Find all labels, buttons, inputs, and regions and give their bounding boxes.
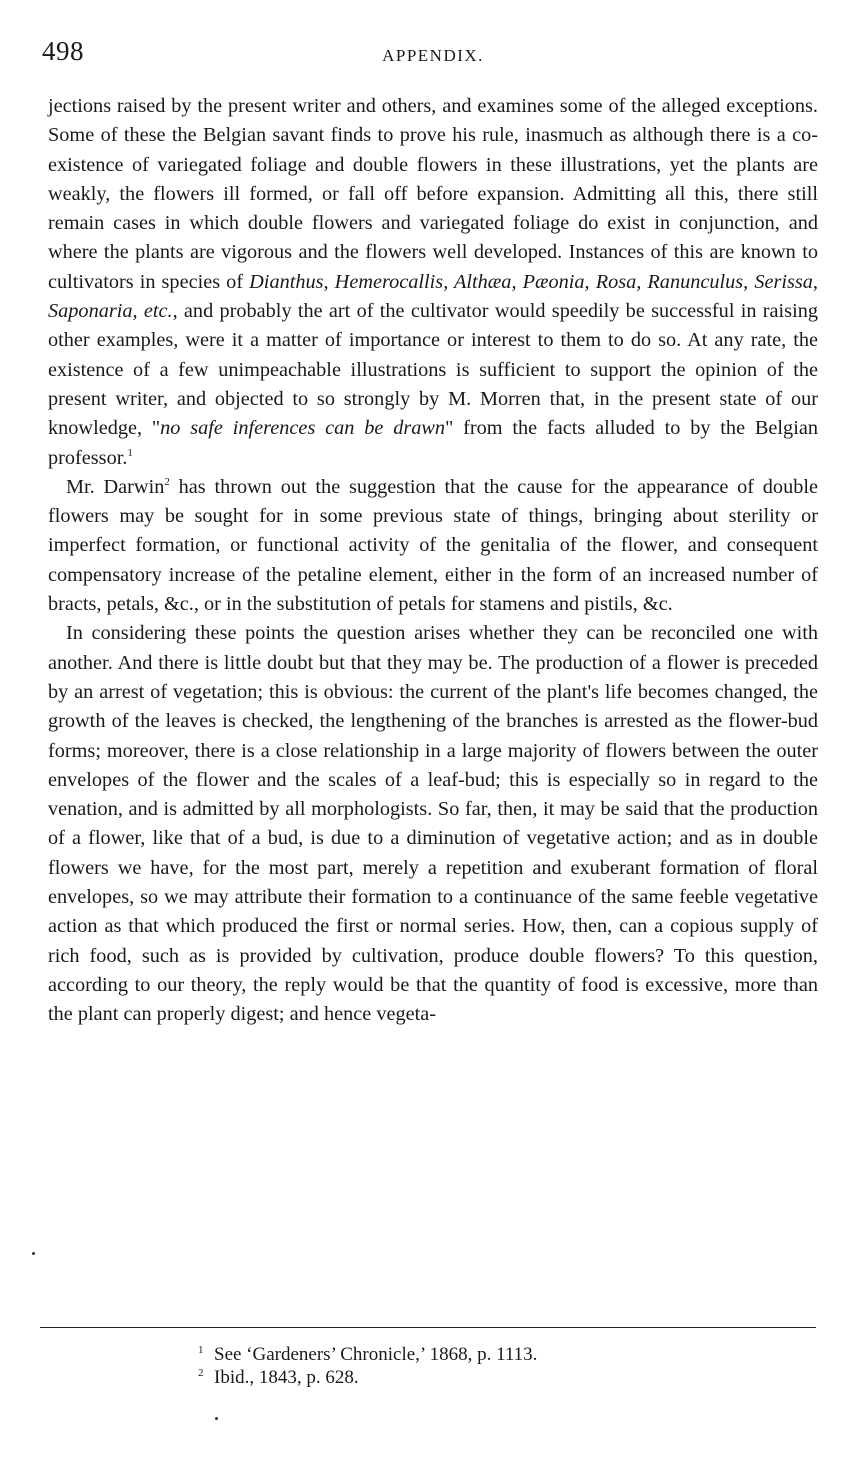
paragraph-1-text-b: , and probably the art of the cultivator would speedily be successful in raising other examples, were it a matter of importance or interest to them to do so. At any rate, the existence of a few unimpeachable illustrations is sufficient to support the opinion of the present writer, and objected to so strongly by M. Morren that, in the present state of our knowledge, "	[48, 300, 818, 440]
paragraph-2-text-b: has thrown out the suggestion that the cause for the appearance of double flowers may be sought for in some previous state of things, bringing about sterility or imperfect formation, or functional activity of the genitalia of the flower, and consequent compensatory increase of the petaline element, either in the form of an increased number of bracts, petals, &c., or in the substitution of petals for stamens and pistils, &c.	[48, 475, 818, 616]
paragraph-3-text: In considering these points the question arises whether they can be reconciled one with another. And there is little doubt but that they may be. The production of a flower is preceded by an arrest of vegetation; this is obvious: the current of the plant's life becomes changed, the growth of the leaves is checked, the lengthening of the branches is arrested as the flower-bud forms; moreover, there is a close relationship in a large majority of flowers between the outer envelopes of the flower and the scales of a leaf-bud; this is especially so in regard to the venation, and is admitted by all morphologists. So far, then, it may be said that the production of a flower, like that of a bud, is due to a diminution of vegetative action; and as in double flowers we have, for the most part, merely a repetition and exuberant formation of floral envelopes, so we may attribute their formation to a continuance of the same feeble vegetative action as that which produced the first or normal series. How, then, can a copious supply of rich food, such as is provided by cultivation, produce double flowers? To this question, according to our theory, the reply would be that the quantity of food is excessive, more than the plant can properly digest; and hence vegeta-	[48, 622, 818, 1026]
paragraph-1-text-a: jections raised by the present writer and others, and examines some of the alleged exceptions. Some of these the Belgian savant finds to prove his rule, inasmuch as although there is a co-existence of variegated foliage and double flowers in these illustrations, yet the plants are weakly, the flowers ill formed, or fall off before expansion. Admitting all this, there still remain cases in which double flowers and variegated foliage do exist in conjunction, and where the plants are vigorous and the flowers well developed. Instances of this are known to cultivators in species of	[48, 95, 818, 293]
footnote-ref-2: 2	[164, 475, 170, 488]
quoted-phrase: no safe inferences can be drawn	[160, 417, 446, 440]
print-speck	[32, 1252, 35, 1255]
footnote-1: 1 See ‘Gardeners’ Chronicle,’ 1868, p. 1113.	[198, 1344, 538, 1365]
footnote-text-2: Ibid., 1843, p. 628.	[214, 1367, 359, 1388]
running-head	[42, 30, 818, 70]
book-page	[42, 30, 818, 1388]
paragraph-2	[48, 473, 818, 619]
paragraph-3	[48, 619, 818, 1029]
running-title: APPENDIX.	[382, 46, 484, 65]
footnote-ref-1: 1	[127, 446, 133, 459]
print-speck	[215, 1417, 218, 1420]
footnote-text-1: See ‘Gardeners’ Chronicle,’ 1868, p. 1113.	[214, 1344, 538, 1365]
paragraph-1	[48, 92, 818, 473]
footnotes	[198, 1343, 537, 1389]
genus-list: Dianthus, Hemerocallis, Althæa, Pæonia, Rosa, Ranunculus, Serissa, Saponaria, etc.	[48, 270, 818, 323]
page-number: 498	[42, 36, 84, 66]
body-text	[48, 92, 818, 1030]
footnote-divider	[40, 1327, 816, 1328]
paragraph-1-text-c: " from the facts alluded to by the Belgian professor.	[48, 417, 818, 469]
paragraph-2-text-a: Mr. Darwin	[66, 475, 165, 498]
footnote-2: 2 Ibid., 1843, p. 628.	[198, 1367, 359, 1388]
